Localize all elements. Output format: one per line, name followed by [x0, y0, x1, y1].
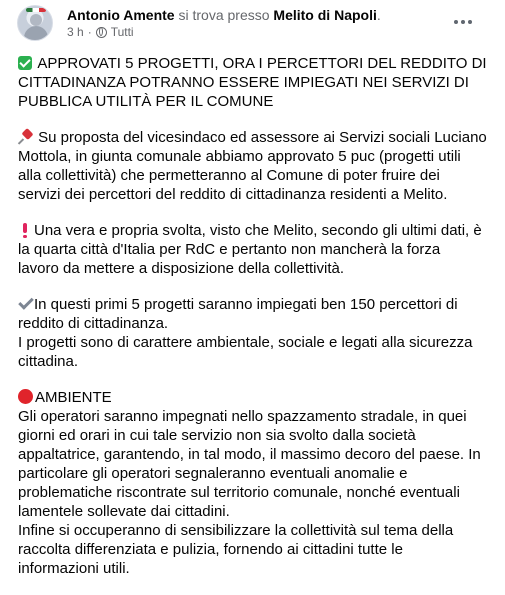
more-horizontal-icon: [454, 20, 458, 24]
globe-icon[interactable]: [96, 27, 107, 38]
location-suffix: .: [376, 7, 381, 23]
post-meta: [67, 25, 134, 39]
paragraph-proposal: Su proposta del vicesindaco ed assessore ai Servizi sociali Luciano Mottola, in giunta comunale abbiamo approvato 5 puc (progetti utili alla collettività) che permetteranno al Comune di poter fruire dei servizi dei percettori del reddito di cittadinanza residenti a Melito.: [18, 129, 487, 203]
pushpin-icon: [18, 130, 32, 144]
paragraph-first-projects: In questi primi 5 progetti saranno impiegati ben 150 percettori di reddito di cittadinanza. I progetti sono di carattere ambientale, sociale e legati alla sicurezza cittadina.: [18, 296, 473, 370]
audience-label: Tutti: [110, 25, 134, 39]
post-header: [67, 7, 381, 23]
location-prefix: si trova presso: [178, 7, 270, 23]
paragraph-ambiente: AMBIENTE Gli operatori saranno impegnati nello spazzamento stradale, in quei giorni ed orari in cui tale servizio non sia svolto dalla società appaltatrice, garantendo, in tal modo, il massimo decoro del paese. In particolare gli operatori segnaleranno eventuali anomalie e problematiche riscontrate sul territorio comunale, nonché eventuali lamentele sollevate dai cittadini. Infine si occuperanno di sensibilizzare la collettività sul tema della raccolta differenziata e pulizia, fornendo ai cittadini tutte le informazioni utili.: [18, 389, 481, 577]
meta-separator: ·: [87, 25, 92, 39]
exclamation-mark-icon: [18, 223, 32, 237]
more-options-button[interactable]: [451, 12, 475, 32]
author-avatar[interactable]: [17, 5, 53, 41]
flag-icon: [26, 8, 46, 12]
check-mark-button-icon: [18, 56, 32, 70]
post-body: [18, 54, 488, 595]
paragraph-turning-point: Una vera e propria svolta, visto che Melito, secondo gli ultimi dati, è la quarta città d'Italia per RdC e pertanto non mancherà la forza lavoro da mettere a disposizione della collettività.: [18, 222, 482, 277]
red-circle-icon: [18, 389, 33, 404]
post-time[interactable]: 3 h: [67, 25, 84, 39]
paragraph-approved: APPROVATI 5 PROGETTI, ORA I PERCETTORI DEL REDDITO DI CITTADINANZA POTRANNO ESSERE IMPIEGATI NEI SERVIZI DI PUBBLICA UTILITÀ PER IL COMUNE: [18, 55, 487, 110]
author-name[interactable]: Antonio Amente: [67, 7, 175, 23]
check-mark-icon: [18, 297, 32, 311]
location-link[interactable]: Melito di Napoli: [273, 7, 377, 23]
